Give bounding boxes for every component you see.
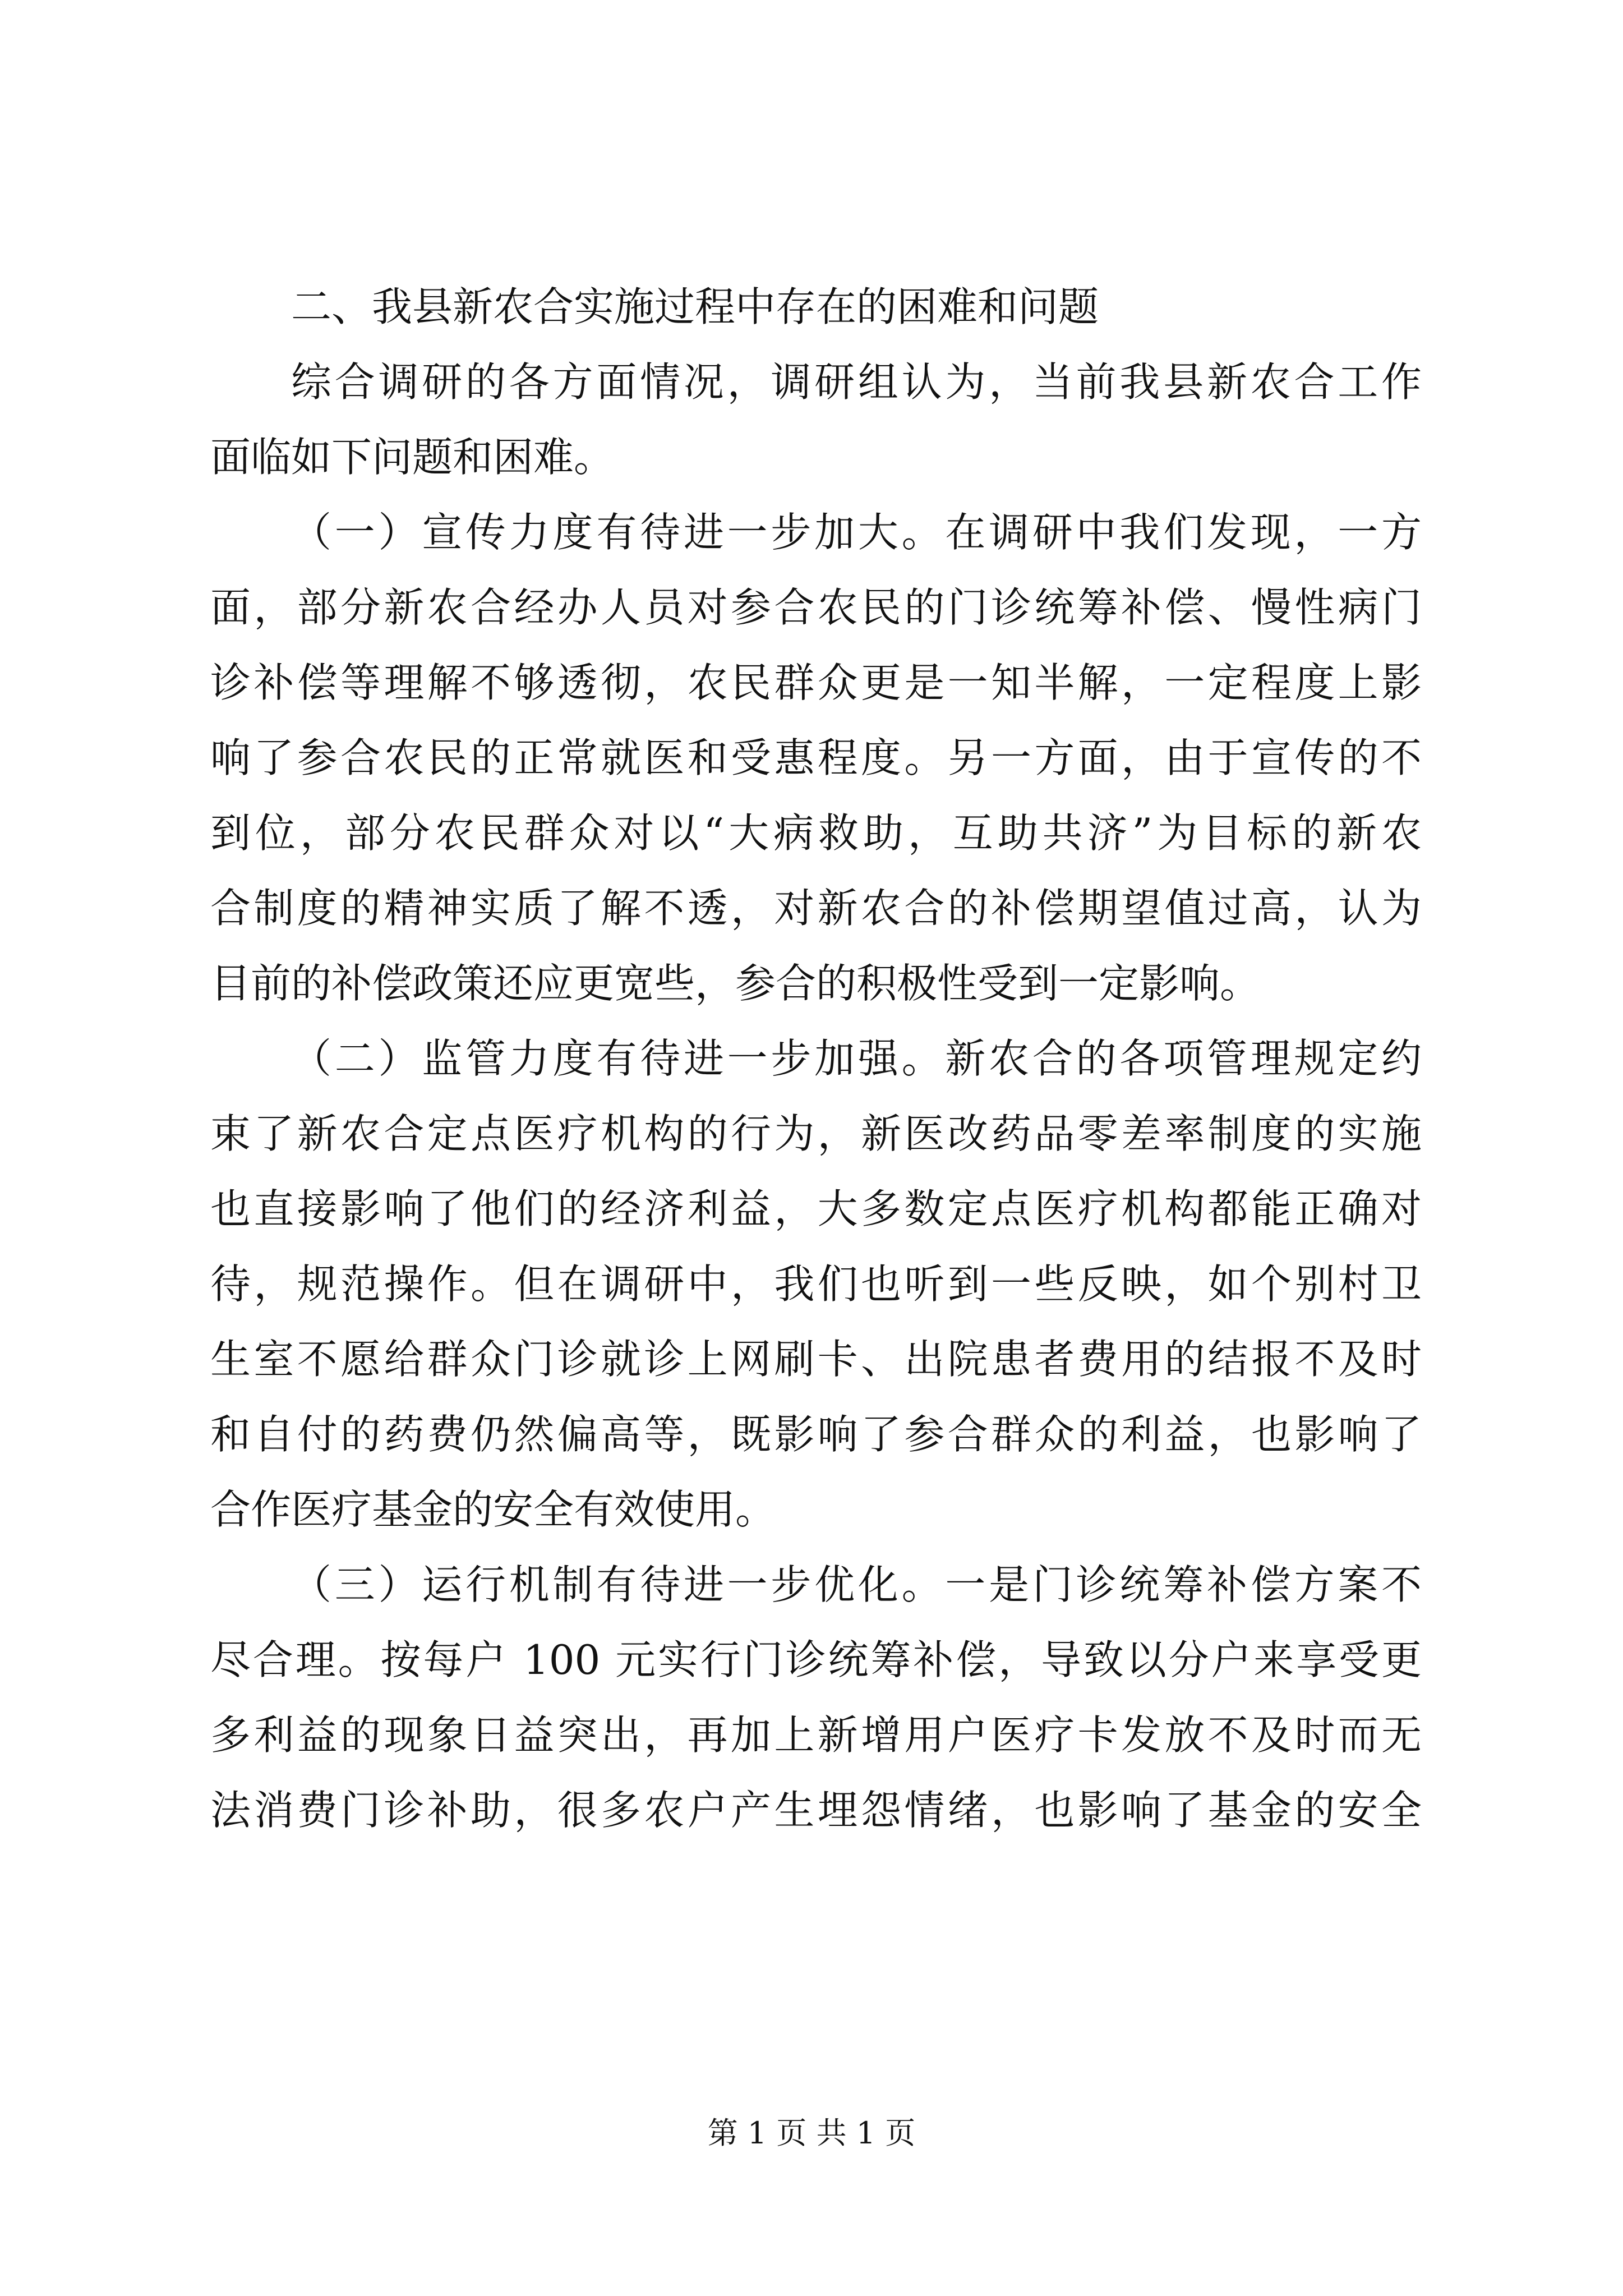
text-line: 响了参合农民的正常就医和受惠程度。另一方面，由于宣传的不 (210, 734, 1422, 781)
text-line: 面，部分新农合经办人员对参合农民的门诊统筹补偿、慢性病门 (210, 584, 1422, 631)
text-line: 束了新农合定点医疗机构的行为，新医改药品零差率制度的实施 (210, 1110, 1422, 1157)
text-line: 目前的补偿政策还应更宽些，参合的积极性受到一定影响。 (210, 960, 1261, 1007)
text-line: 合作医疗基金的安全有效使用。 (210, 1486, 776, 1533)
text-line: 待，规范操作。但在调研中，我们也听到一些反映，如个别村卫 (210, 1260, 1422, 1308)
text-line: 合制度的精神实质了解不透，对新农合的补偿期望值过高，认为 (210, 885, 1422, 932)
text-line: 和自付的药费仍然偏高等，既影响了参合群众的利益，也影响了 (210, 1411, 1422, 1458)
text-line: 多利益的现象日益突出，再加上新增用户医疗卡发放不及时而无 (210, 1711, 1422, 1759)
text-line: 二、我县新农合实施过程中存在的困难和问题 (291, 283, 1099, 330)
text-line: 也直接影响了他们的经济利益，大多数定点医疗机构都能正确对 (210, 1185, 1422, 1232)
text-line: 法消费门诊补助，很多农户产生埋怨情绪，也影响了基金的安全 (210, 1787, 1422, 1834)
text-line: 到位，部分农民群众对以“大病救助，互助共济”为目标的新农 (210, 809, 1422, 857)
document-body (210, 269, 1422, 1848)
text-line: 尽合理。按每户 100 元实行门诊统筹补偿，导致以分户来享受更 (210, 1636, 1422, 1683)
text-line: 生室不愿给群众门诊就诊上网刷卡、出院患者费用的结报不及时 (210, 1336, 1422, 1383)
text-line: 诊补偿等理解不够透彻，农民群众更是一知半解，一定程度上影 (210, 659, 1422, 706)
page-footer: 第 1 页 共 1 页 (707, 2115, 916, 2151)
text-line: （三）运行机制有待进一步优化。一是门诊统筹补偿方案不 (291, 1561, 1422, 1608)
text-line: 面临如下问题和困难。 (210, 434, 615, 481)
text-line: 综合调研的各方面情况，调研组认为，当前我县新农合工作 (291, 358, 1422, 406)
text-line: （二）监管力度有待进一步加强。新农合的各项管理规定约 (291, 1035, 1422, 1082)
text-line: （一）宣传力度有待进一步加大。在调研中我们发现，一方 (291, 509, 1422, 556)
